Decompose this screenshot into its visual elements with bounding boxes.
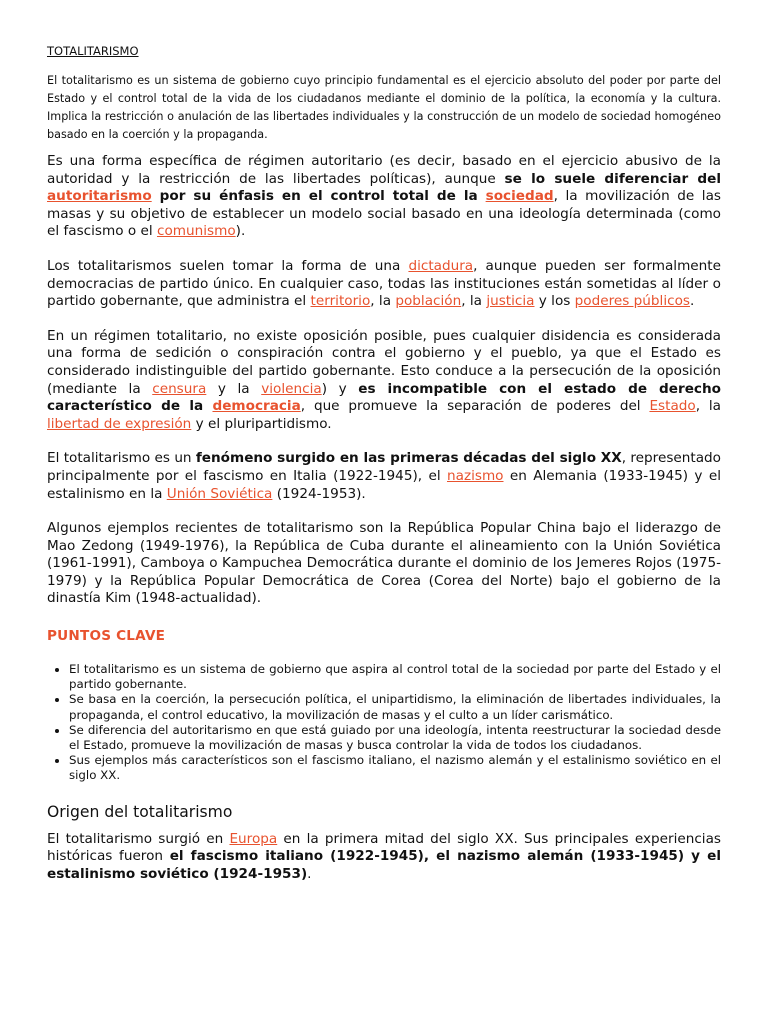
text-run: , que promueve la separación de poderes del [300,398,650,415]
link-comunismo[interactable]: comunismo [156,223,236,240]
link-democracia[interactable]: democracia [212,398,301,415]
bold-run: por su énfasis en el control total de la [151,188,486,205]
text-run: y el pluripartidismo. [191,415,332,432]
key-points-list [47,662,721,784]
text-run: (1924-1953). [272,485,366,502]
paragraph-2 [47,258,721,311]
text-run: , la [370,293,396,310]
text-run: , aunque pueden ser formalmente democracias de partido único. En cualquier caso, todas las instituciones están sometidas al líder o partido gobernante, que administra el [47,257,721,310]
text-run: El totalitarismo es un [47,450,196,467]
text-run: . [307,865,312,882]
link-dictadura[interactable]: dictadura [408,257,474,274]
link-nazismo[interactable]: nazismo [447,467,504,484]
list-item: • Se diferencia del autoritarismo en que está guiado por una ideología, intenta reestructurar la sociedad desde el Estado, promueve la movilización de masas y busca controlar la vida de todos los ciudadanos. [69,723,721,753]
paragraph-4 [47,450,721,503]
link-union-sovietica[interactable]: Unión Soviética [166,485,273,502]
link-territorio[interactable]: territorio [310,293,371,310]
intro-paragraph: El totalitarismo es un sistema de gobierno cuyo principio fundamental es el ejercicio absoluto del poder por parte del Estado y el control total de la vida de los ciudadanos mediante el dominio de la política, la economía y la cultura. Implica la restricción o anulación de las libertades individuales y la construcción de un modelo de sociedad homogéneo basado en la coerción y la propaganda. [47,74,721,141]
text-run: , la movilización de las masas y su objetivo de establecer un modelo social basado en una ideología determinada (como el fascismo o el [47,188,721,240]
text-run: en Alemania (1933-1945) y el estalinismo en la [47,467,721,502]
text-run: en la primera mitad del siglo XX. Sus principales experiencias históricas fueron [47,830,721,865]
key-points-heading: PUNTOS CLAVE [47,628,166,645]
text-run: y la [206,380,262,397]
text-run: . [689,293,695,310]
link-poblacion[interactable]: población [395,293,462,310]
bold-run: el fascismo italiano (1922-1945), el nazismo alemán (1933-1945) y el estalinismo soviético (1924-1953) [47,848,721,882]
link-autoritarismo[interactable]: autoritarismo [47,188,152,205]
text-run: Los totalitarismos suelen tomar la forma de una [47,257,409,274]
bold-run: fenómeno surgido en las primeras décadas del siglo XX [195,450,622,467]
link-estado[interactable]: Estado [649,398,696,415]
bold-run: se lo suele diferenciar del [504,170,721,187]
link-justicia[interactable]: justicia [486,293,535,310]
list-item: • Sus ejemplos más característicos son el fascismo italiano, el nazismo alemán y el estalinismo soviético en el siglo XX. [69,753,721,783]
paragraph-5: Algunos ejemplos recientes de totalitarismo son la República Popular China bajo el liderazgo de Mao Zedong (1949-1976), la República de Cuba durante el alineamiento con la Unión Soviética (1961-1991), Camboya o Kampuchea Democrática durante el dominio de los Jemeres Rojos (1975-1979) y la República Popular Democrática de Corea (Corea del Norte) bajo el gobierno de la dinastía Kim (1948-actualidad). [47,520,721,607]
text-run: , representado principalmente por el fascismo en Italia (1922-1945), el [47,450,721,484]
paragraph-1 [47,153,721,241]
paragraph-3 [47,328,721,434]
link-censura[interactable]: censura [152,380,207,397]
text-run: ) y [321,380,359,397]
text-run: , la [695,398,722,415]
link-poderes-publicos[interactable]: poderes públicos [574,293,690,310]
document-title: TOTALITARISMO [47,44,139,58]
link-europa[interactable]: Europa [229,830,278,847]
link-violencia[interactable]: violencia [261,380,322,397]
text-run: En un régimen totalitario, no existe oposición posible, pues cualquier disidencia es considerada una forma de sedición o conspiración contra el gobierno y el pueblo, ya que el Estado es considerado indistinguible del partido gobernante. Esto conduce a la persecución de la oposición (mediante la [47,327,721,397]
text-run: y los [534,293,575,310]
text-run: ). [235,223,246,240]
origin-heading: Origen del totalitarismo [47,802,233,821]
list-item: • El totalitarismo es un sistema de gobierno que aspira al control total de la sociedad por parte del Estado y el partido gobernante. [69,662,721,692]
link-libertad-de-expresion[interactable]: libertad de expresión [47,415,192,432]
text-run: , la [461,293,487,310]
list-item: • Se basa en la coerción, la persecución política, el unipartidismo, la eliminación de libertades individuales, la propaganda, el control educativo, la movilización de masas y el culto a un líder carismático. [69,692,721,722]
text-run: Es una forma específica de régimen autoritario (es decir, basado en el ejercicio abusivo de la autoridad y la restricción de las libertades políticas), aunque [47,153,721,187]
paragraph-6 [47,831,721,884]
bold-run: es incompatible con el estado de derecho característico de la [47,380,721,415]
text-run: El totalitarismo surgió en [47,830,230,847]
link-sociedad[interactable]: sociedad [485,188,554,205]
